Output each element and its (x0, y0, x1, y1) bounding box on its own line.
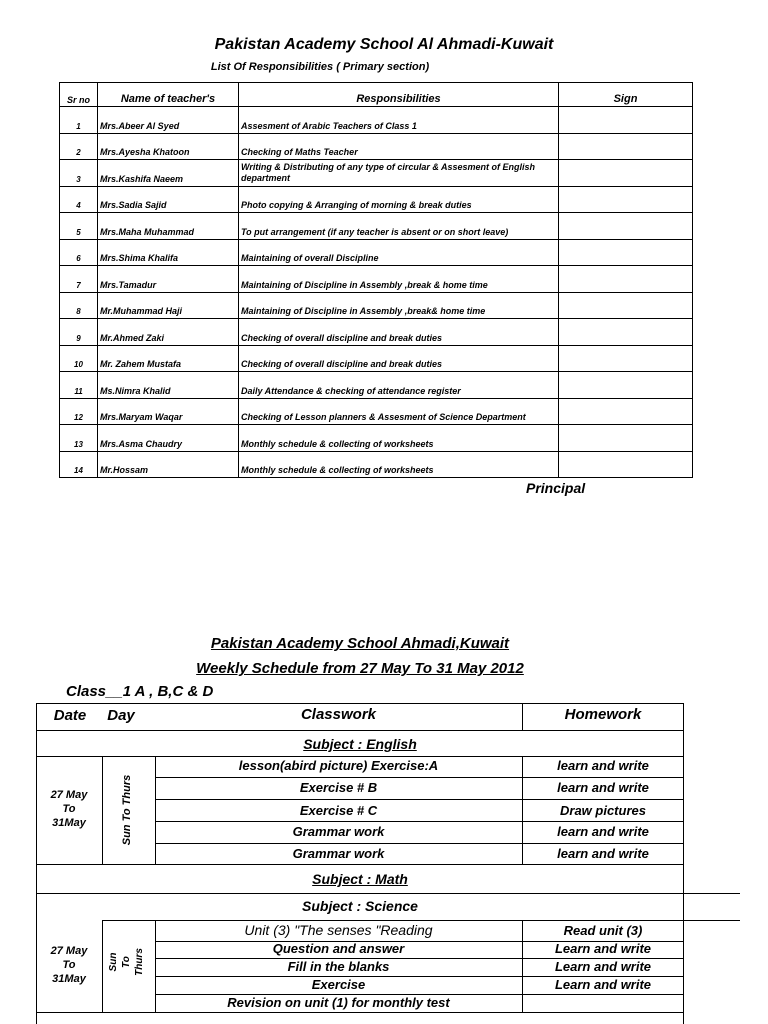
table-row (60, 186, 693, 213)
teacher-cell: Mr.Hossam (98, 451, 239, 478)
resp-cell: Photo copying & Arranging of morning & break duties (239, 186, 559, 213)
teacher-cell: Mr.Muhammad Haji (98, 292, 239, 319)
doc1-subtitle: List Of Responsibilities ( Primary section) (210, 61, 430, 73)
date-until: 31May (52, 817, 86, 829)
resp-cell: Checking of overall discipline and break duties (239, 319, 559, 346)
table-header-row (60, 83, 693, 107)
sr-cell: 5 (60, 213, 98, 240)
teacher-cell: Mrs.Maha Muhammad (98, 213, 239, 240)
header-date: Date (53, 707, 87, 724)
sr-cell: 1 (60, 107, 98, 134)
subject-math-heading: Subject : Math (312, 871, 408, 887)
sign-cell (559, 107, 693, 134)
sr-cell: 14 (60, 451, 98, 478)
sr-cell: 2 (60, 133, 98, 160)
header-classwork: Classwork (300, 706, 377, 723)
table-row (60, 239, 693, 266)
resp-cell: To put arrangement (if any teacher is absent or on short leave) (239, 213, 559, 240)
sr-cell: 10 (60, 345, 98, 372)
header-day: Day (107, 707, 135, 724)
sr-cell: 7 (60, 266, 98, 293)
teacher-cell: Mrs.Kashifa Naeem (98, 160, 239, 187)
header-name: Name of teacher's (98, 83, 239, 107)
english-classwork-1: lesson(abird picture) Exercise:A (238, 758, 439, 773)
sign-cell (559, 292, 693, 319)
date-from: 27 May (50, 945, 88, 957)
date-to-word: To (62, 803, 76, 815)
english-homework-1: learn and write (557, 758, 649, 773)
resp-cell: Writing & Distributing of any type of circular & Assesment of English department (239, 160, 559, 187)
sr-cell: 12 (60, 398, 98, 425)
header-homework: Homework (564, 706, 642, 723)
science-classwork-3: Fill in the blanks (287, 959, 390, 974)
day-from: Sun (108, 952, 119, 972)
table-row (60, 160, 693, 187)
header-sign: Sign (559, 83, 693, 107)
sr-cell: 6 (60, 239, 98, 266)
table-row (60, 345, 693, 372)
science-homework-2: Learn and write (554, 941, 652, 956)
sign-cell (559, 451, 693, 478)
teacher-cell: Mr.Ahmed Zaki (98, 319, 239, 346)
teacher-cell: Mrs.Tamadur (98, 266, 239, 293)
sign-cell (559, 372, 693, 399)
sign-cell (559, 160, 693, 187)
sr-cell: 11 (60, 372, 98, 399)
english-classwork-3: Exercise # C (299, 803, 378, 818)
doc2-subtitle: Weekly Schedule from 27 May To 31 May 2012 (196, 660, 524, 677)
table-row (60, 292, 693, 319)
sr-cell: 8 (60, 292, 98, 319)
sign-cell (559, 266, 693, 293)
science-homework-4: Learn and write (554, 977, 652, 992)
subject-science-heading: Subject : Science (302, 898, 418, 914)
sign-cell (559, 319, 693, 346)
teacher-cell: Mrs.Maryam Waqar (98, 398, 239, 425)
principal-signature-label: Principal (526, 480, 586, 496)
sr-cell: 9 (60, 319, 98, 346)
sign-cell (559, 213, 693, 240)
class-line: Class__1 A , B,C & D (66, 683, 214, 700)
english-classwork-5: Grammar work (292, 846, 385, 861)
english-classwork-2: Exercise # B (299, 780, 378, 795)
subject-english-heading: Subject : English (303, 736, 417, 752)
table-row (60, 107, 693, 134)
teacher-cell: Mrs.Asma Chaudry (98, 425, 239, 452)
resp-cell: Daily Attendance & checking of attendance register (239, 372, 559, 399)
responsibilities-table (59, 82, 693, 478)
teacher-cell: Mrs.Ayesha Khatoon (98, 133, 239, 160)
english-classwork-4: Grammar work (292, 824, 385, 839)
resp-cell: Maintaining of Discipline in Assembly ,break & home time (239, 266, 559, 293)
science-classwork-1: Unit (3) "The senses "Reading (244, 922, 433, 938)
resp-cell: Checking of Maths Teacher (239, 133, 559, 160)
english-day-range: Sun To Thurs (121, 774, 133, 846)
sign-cell (559, 345, 693, 372)
english-homework-5: learn and write (557, 846, 649, 861)
table-row (60, 319, 693, 346)
sign-cell (559, 239, 693, 266)
sign-cell (559, 186, 693, 213)
teacher-cell: Mrs.Sadia Sajid (98, 186, 239, 213)
header-sr-no: Sr no (60, 83, 98, 107)
resp-cell: Maintaining of overall Discipline (239, 239, 559, 266)
science-homework-1: Read unit (3) (563, 923, 643, 938)
table-row (60, 451, 693, 478)
resp-cell: Monthly schedule & collecting of worksheets (239, 451, 559, 478)
english-homework-3: Draw pictures (560, 803, 646, 818)
resp-cell: Assesment of Arabic Teachers of Class 1 (239, 107, 559, 134)
table-row (60, 133, 693, 160)
table-row (60, 398, 693, 425)
science-day-range (103, 944, 155, 984)
table-row (60, 372, 693, 399)
date-until: 31May (52, 973, 86, 985)
resp-cell: Checking of Lesson planners & Assesment of Science Department (239, 398, 559, 425)
resp-cell: Maintaining of Discipline in Assembly ,break& home time (239, 292, 559, 319)
resp-cell: Monthly schedule & collecting of worksheets (239, 425, 559, 452)
sr-cell: 3 (60, 160, 98, 187)
table-row (60, 213, 693, 240)
date-to-word: To (62, 959, 76, 971)
science-date-range (36, 944, 102, 986)
table-row (60, 425, 693, 452)
table-row (60, 266, 693, 293)
sign-cell (559, 425, 693, 452)
science-classwork-5: Revision on unit (1) for monthly test (227, 995, 450, 1010)
day-to-word: To (121, 956, 132, 968)
english-date-range (36, 788, 102, 830)
date-from: 27 May (50, 789, 88, 801)
sign-cell (559, 133, 693, 160)
doc1-title: Pakistan Academy School Al Ahmadi-Kuwait (214, 36, 554, 53)
teacher-cell: Mrs.Shima Khalifa (98, 239, 239, 266)
teacher-cell: Ms.Nimra Khalid (98, 372, 239, 399)
english-homework-2: learn and write (557, 780, 649, 795)
resp-cell: Checking of overall discipline and break duties (239, 345, 559, 372)
teacher-cell: Mr. Zahem Mustafa (98, 345, 239, 372)
sr-cell: 4 (60, 186, 98, 213)
sign-cell (559, 398, 693, 425)
science-classwork-2: Question and answer (272, 941, 405, 956)
sr-cell: 13 (60, 425, 98, 452)
science-classwork-4: Exercise (311, 977, 366, 992)
science-homework-3: Learn and write (554, 959, 652, 974)
teacher-cell: Mrs.Abeer Al Syed (98, 107, 239, 134)
doc2-title: Pakistan Academy School Ahmadi,Kuwait (210, 635, 510, 652)
english-homework-4: learn and write (557, 824, 649, 839)
header-responsibilities: Responsibilities (239, 83, 559, 107)
day-until: Thurs (134, 948, 145, 976)
